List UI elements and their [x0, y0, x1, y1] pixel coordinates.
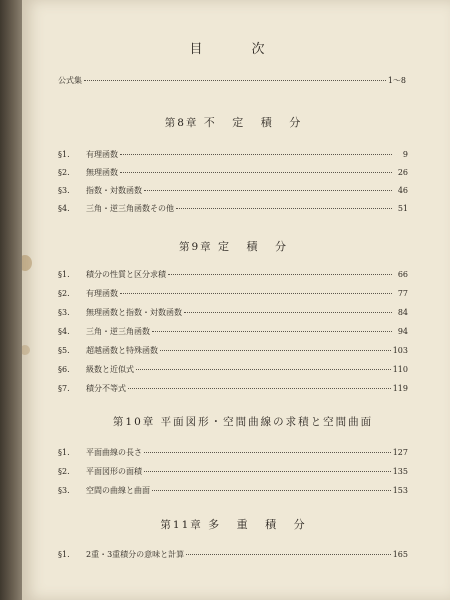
leader-dots	[144, 463, 391, 472]
chapter-heading	[36, 414, 450, 429]
toc-section-number: §3.	[58, 486, 70, 495]
chapter-title: 不 定 積 分	[203, 116, 308, 129]
toc-entry-label: 平面図形の面積	[86, 467, 142, 476]
chapter-number: 第10章	[112, 416, 156, 428]
toc-section-number: §4.	[58, 327, 70, 336]
chapter-number: 第8章	[164, 117, 199, 129]
toc-entry-label: 平面曲線の長さ	[86, 448, 142, 457]
toc-entry-page: 1～8	[387, 76, 406, 85]
leader-dots	[144, 182, 392, 191]
toc-entry-page: 66	[397, 270, 408, 279]
toc-entry-label: 超越函数と特殊函数	[86, 346, 158, 355]
leader-dots	[168, 266, 392, 275]
toc-entry	[58, 166, 408, 178]
toc-entry-page: 84	[397, 308, 408, 317]
toc-section-number: §2.	[58, 467, 70, 476]
leader-dots	[176, 200, 392, 209]
toc-entry	[58, 202, 408, 214]
page-stain	[22, 255, 32, 271]
toc-section-number: §3.	[58, 308, 70, 317]
toc-entry	[58, 287, 408, 299]
toc-entry-label: 積分不等式	[86, 384, 126, 393]
toc-entry	[58, 184, 408, 196]
toc-entry	[58, 484, 408, 496]
toc-section-number: §5.	[58, 346, 70, 355]
toc-formulas-row	[58, 74, 406, 86]
book-page	[22, 0, 450, 600]
chapter-title: 多 重 積 分	[208, 518, 312, 531]
chapter-heading	[22, 238, 450, 254]
leader-dots	[128, 380, 391, 389]
toc-section-number: §2.	[58, 289, 70, 298]
toc-entry-page: 77	[397, 289, 408, 298]
leader-dots	[144, 444, 391, 453]
toc-section-number: §6.	[58, 365, 70, 374]
toc-entry-page: 135	[392, 467, 408, 476]
toc-entry	[58, 268, 408, 280]
toc-entry-label: 指数・対数函数	[86, 186, 142, 195]
toc-entry	[58, 325, 408, 337]
chapter-heading	[22, 114, 450, 130]
toc-section-number: §2.	[58, 168, 70, 177]
leader-dots	[184, 304, 392, 313]
toc-entry-page: 26	[397, 168, 408, 177]
toc-entry	[58, 548, 408, 560]
book-gutter	[0, 0, 22, 600]
leader-dots	[84, 72, 386, 81]
toc-entry	[58, 344, 408, 356]
toc-entry-label: 有理函数	[86, 289, 118, 298]
toc-entry	[58, 363, 408, 375]
leader-dots	[152, 482, 391, 491]
toc-entry-label: 2重・3重積分の意味と計算	[86, 550, 185, 559]
toc-section-number: §1.	[58, 270, 70, 279]
toc-entry-label: 公式集	[58, 76, 82, 85]
toc-title: 目 次	[189, 42, 283, 57]
toc-entry	[58, 465, 408, 477]
chapter-heading	[22, 516, 450, 532]
toc-entry-label: 無理函数	[86, 168, 118, 177]
toc-entry-label: 有理函数	[86, 150, 118, 159]
leader-dots	[152, 323, 392, 332]
toc-entry-page: 153	[392, 486, 408, 495]
leader-dots	[120, 164, 392, 173]
toc-entry-label: 級数と近似式	[86, 365, 134, 374]
toc-entry-page: 9	[402, 150, 408, 159]
leader-dots	[136, 361, 391, 370]
toc-entry-page: 127	[392, 448, 408, 457]
toc-entry-label: 積分の性質と区分求積	[86, 270, 166, 279]
page-stain	[22, 345, 30, 355]
leader-dots	[160, 342, 391, 351]
chapter-title: 定 積 分	[218, 240, 294, 253]
toc-entry-page: 110	[392, 365, 408, 374]
toc-entry-page: 119	[392, 384, 408, 393]
toc-entry-label: 三角・逆三角函数その他	[86, 204, 174, 213]
toc-entry-page: 103	[392, 346, 408, 355]
toc-entry-page: 46	[397, 186, 408, 195]
toc-section-number: §4.	[58, 204, 70, 213]
toc-section-number: §1.	[58, 448, 70, 457]
chapter-number: 第9章	[178, 241, 213, 253]
toc-entry	[58, 148, 408, 160]
toc-entry	[58, 382, 408, 394]
leader-dots	[186, 546, 391, 555]
toc-entry-label: 空間の曲線と曲面	[86, 486, 150, 495]
toc-section-number: §1.	[58, 150, 70, 159]
toc-entry-page: 94	[397, 327, 408, 336]
toc-entry-page: 165	[392, 550, 408, 559]
toc-section-number: §1.	[58, 550, 70, 559]
toc-section-number: §3.	[58, 186, 70, 195]
toc-entry-page: 51	[397, 204, 408, 213]
toc-entry-label: 三角・逆三角函数	[86, 327, 150, 336]
leader-dots	[120, 146, 392, 155]
toc-entry	[58, 446, 408, 458]
chapter-number: 第11章	[160, 519, 203, 531]
toc-section-number: §7.	[58, 384, 70, 393]
toc-entry-label: 無理函数と指数・対数函数	[86, 308, 182, 317]
chapter-title: 平面図形・空間曲線の求積と空間曲面	[160, 416, 374, 428]
leader-dots	[120, 285, 392, 294]
toc-entry	[58, 306, 408, 318]
